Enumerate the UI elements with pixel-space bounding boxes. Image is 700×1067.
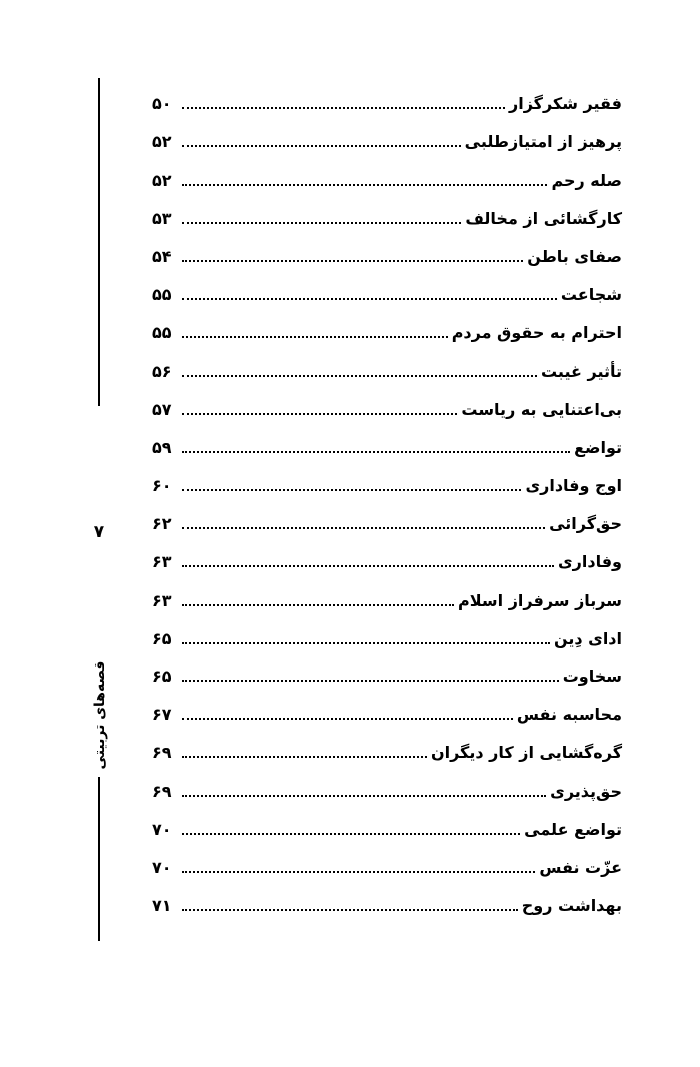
- toc-entry[interactable]: [152, 574, 622, 612]
- toc-entry-title: صفای باطن: [527, 246, 622, 266]
- dot-leader: [182, 527, 545, 529]
- toc-entry-page: ۵۰: [152, 94, 172, 114]
- toc-entry[interactable]: [152, 345, 622, 383]
- toc-entry-title: سرباز سرفراز اسلام: [458, 590, 622, 610]
- toc-entry[interactable]: [152, 613, 622, 651]
- toc-entry[interactable]: [152, 498, 622, 536]
- table-of-contents: [152, 78, 622, 918]
- dot-leader: [182, 680, 559, 682]
- dot-leader: [182, 298, 557, 300]
- margin-rule-bottom: [98, 777, 100, 941]
- toc-entry[interactable]: [152, 307, 622, 345]
- dot-leader: [182, 642, 550, 644]
- toc-entry-page: ۶۲: [152, 514, 172, 534]
- toc-entry[interactable]: [152, 880, 622, 918]
- toc-entry-page: ۵۳: [152, 208, 172, 228]
- toc-entry[interactable]: [152, 727, 622, 765]
- toc-entry[interactable]: [152, 193, 622, 231]
- dot-leader: [182, 604, 454, 606]
- toc-entry-title: تأثیر غیبت: [540, 361, 622, 381]
- toc-entry[interactable]: [152, 651, 622, 689]
- toc-entry[interactable]: [152, 842, 622, 880]
- dot-leader: [182, 375, 537, 377]
- toc-entry-page: ۷۰: [152, 819, 172, 839]
- toc-entry-page: ۵۹: [152, 437, 172, 457]
- toc-entry-page: ۶۹: [152, 781, 172, 801]
- toc-entry-page: ۶۳: [152, 590, 172, 610]
- toc-entry[interactable]: [152, 154, 622, 192]
- toc-entry-title: احترام به حقوق مردم: [451, 323, 622, 343]
- toc-entry-title: کارگشائی از مخالف: [465, 208, 622, 228]
- toc-entry-title: وفاداری: [558, 552, 622, 572]
- toc-entry-title: صله رحم: [551, 170, 622, 190]
- toc-entry-title: عزّت نفس: [539, 857, 622, 877]
- toc-entry-page: ۵۵: [152, 323, 172, 343]
- toc-entry-title: حق‌گرائی: [549, 514, 622, 534]
- toc-entry-title: بهداشت روح: [521, 896, 622, 916]
- dot-leader: [182, 222, 461, 224]
- toc-entry[interactable]: [152, 231, 622, 269]
- toc-entry[interactable]: [152, 460, 622, 498]
- toc-entry-page: ۵۲: [152, 132, 172, 152]
- dot-leader: [182, 833, 520, 835]
- toc-entry-title: فقیر شکرگزار: [509, 94, 622, 114]
- toc-entry-title: حق‌پذیری: [550, 781, 622, 801]
- toc-entry-title: گره‌گشایی از کار دیگران: [430, 743, 622, 763]
- dot-leader: [182, 489, 521, 491]
- dot-leader: [182, 145, 461, 147]
- dot-leader: [182, 260, 523, 262]
- dot-leader: [182, 451, 570, 453]
- toc-entry-title: پرهیز از امتیازطلبی: [464, 132, 622, 152]
- dot-leader: [182, 413, 457, 415]
- toc-entry-page: ۷۰: [152, 857, 172, 877]
- dot-leader: [182, 336, 448, 338]
- toc-entry[interactable]: [152, 269, 622, 307]
- toc-entry-page: ۵۴: [152, 246, 172, 266]
- toc-entry-title: تواضع: [574, 437, 622, 457]
- toc-entry[interactable]: [152, 804, 622, 842]
- dot-leader: [182, 184, 547, 186]
- page-number: ۷: [93, 522, 105, 542]
- toc-entry-title: ادای دِین: [553, 628, 622, 648]
- toc-entry[interactable]: [152, 689, 622, 727]
- dot-leader: [182, 756, 427, 758]
- toc-entry[interactable]: [152, 536, 622, 574]
- toc-entry-title: شجاعت: [560, 285, 622, 305]
- toc-entry-title: بی‌اعتنایی به ریاست: [461, 399, 622, 419]
- dot-leader: [182, 565, 554, 567]
- margin-rule-top: [98, 78, 100, 406]
- toc-entry-page: ۶۹: [152, 743, 172, 763]
- dot-leader: [182, 871, 535, 873]
- toc-entry[interactable]: [152, 384, 622, 422]
- toc-entry-title: تواضع علمی: [524, 819, 622, 839]
- toc-entry-page: ۷۱: [152, 896, 172, 916]
- dot-leader: [182, 107, 505, 109]
- toc-entry[interactable]: [152, 116, 622, 154]
- dot-leader: [182, 909, 518, 911]
- toc-entry-page: ۶۷: [152, 705, 172, 725]
- toc-entry-page: ۵۲: [152, 170, 172, 190]
- running-title: قصه‌های تربیتی: [92, 660, 108, 770]
- dot-leader: [182, 795, 546, 797]
- toc-entry[interactable]: [152, 78, 622, 116]
- toc-entry-title: سخاوت: [562, 667, 622, 686]
- toc-entry-page: ۵۷: [152, 399, 172, 419]
- toc-entry-page: ۶۵: [152, 667, 172, 686]
- toc-entry-page: ۶۵: [152, 628, 172, 648]
- toc-entry-title: محاسبه نفس: [516, 705, 622, 725]
- toc-entry[interactable]: [152, 765, 622, 803]
- toc-entry-title: اوج وفاداری: [525, 476, 622, 496]
- toc-entry-page: ۵۵: [152, 285, 172, 305]
- toc-entry-page: ۶۰: [152, 476, 172, 496]
- toc-entry-page: ۵۶: [152, 361, 172, 381]
- toc-entry[interactable]: [152, 422, 622, 460]
- dot-leader: [182, 718, 513, 720]
- toc-entry-page: ۶۳: [152, 552, 172, 572]
